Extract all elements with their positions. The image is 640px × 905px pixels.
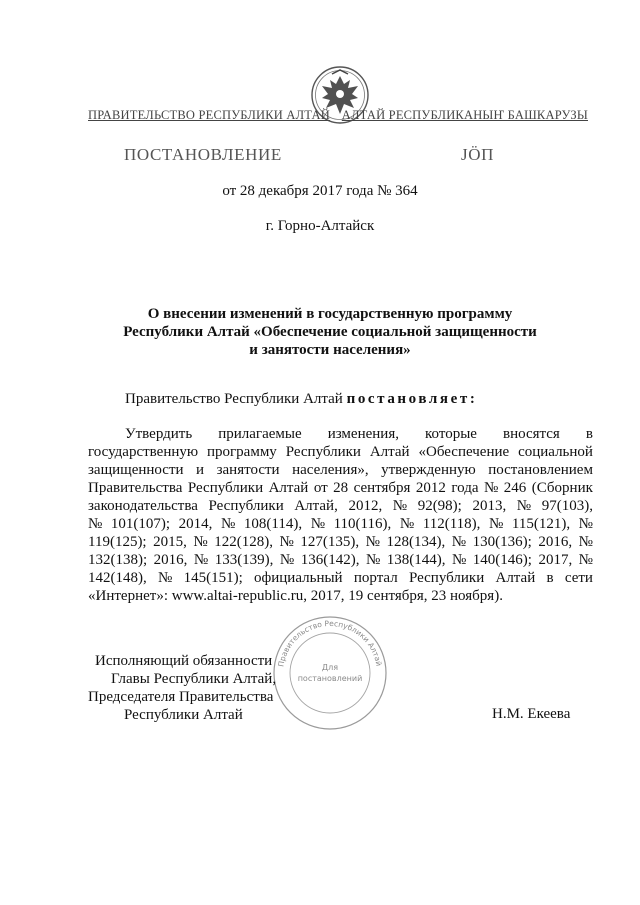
body-word: Алтай, (294, 498, 338, 514)
body-word: 136(142), (300, 552, 360, 568)
document-title (110, 305, 550, 359)
body-word: 119(125); (88, 534, 147, 550)
body-line (88, 533, 593, 551)
body-word: № (365, 552, 381, 568)
body-word: № (516, 498, 532, 514)
body-word: 2017, (538, 552, 573, 568)
body-word: 2016, (538, 534, 573, 550)
body-word: № (483, 480, 499, 496)
body-word: 115(121), (511, 516, 571, 532)
body-word: защищенности (88, 462, 184, 478)
preamble (125, 391, 477, 408)
document-date-number: от 28 декабря 2017 года № 364 (222, 183, 418, 199)
body-word: сентября (353, 480, 411, 496)
body-line (88, 497, 593, 515)
body-word: 127(135), (300, 534, 360, 550)
body-word: 97(103), (541, 498, 593, 514)
preamble-subject: Правительство Республики Алтай (125, 391, 343, 407)
body-word: 246 (503, 480, 527, 496)
body-word: № (310, 516, 326, 532)
title-line: Республики Алтай «Обеспечение социальной защищенности (123, 324, 537, 340)
body-word: Республики (408, 570, 485, 586)
document-city: г. Горно-Алтайск (265, 218, 375, 234)
body-word: которые (425, 426, 477, 442)
body-word: № (488, 516, 504, 532)
body-word: 2016, (153, 552, 188, 568)
title-line: и занятости населения» (249, 342, 411, 358)
body-word: 145(151); (183, 570, 243, 586)
body-line (88, 479, 593, 497)
body-word: № (451, 534, 467, 550)
doc-type-alt: JÖП (461, 145, 494, 164)
body-line (88, 461, 593, 479)
body-word: года (451, 480, 479, 496)
body-word: 128(134), (386, 534, 446, 550)
body-word: сети (564, 570, 593, 586)
body-word: постановлением (488, 462, 593, 478)
body-word: № (279, 552, 295, 568)
signature-block (88, 652, 288, 724)
body-word: № (88, 516, 103, 532)
body-word: 2012 (415, 480, 446, 496)
body-word: вносятся (502, 426, 560, 442)
body-word: № (193, 552, 209, 568)
body-word: 133(139), (214, 552, 274, 568)
body-word: 28 (333, 480, 349, 496)
signatory-title-line: Исполняющий обязанности (95, 653, 273, 669)
body-word: (Сборник (531, 480, 593, 496)
body-line (88, 551, 593, 569)
body-word: № (451, 552, 467, 568)
body-line (88, 425, 593, 443)
body-word: утвержденную (381, 462, 476, 478)
body-word: 112(118), (422, 516, 481, 532)
body-word: Республики (285, 444, 361, 460)
body-word: 138(144), (386, 552, 446, 568)
body-word: № (578, 534, 593, 550)
doc-type-ru: ПОСТАНОВЛЕНИЕ (124, 145, 282, 164)
body-word: от (313, 480, 328, 496)
body-word: Республики (187, 480, 264, 496)
signatory-name: Н.М. Екеева (492, 706, 571, 722)
body-word: Алтай (268, 480, 309, 496)
body-word: № (365, 534, 380, 550)
header-government-name-ru: ПРАВИТЕЛЬСТВО РЕСПУБЛИКИ АЛТАЙ (88, 108, 330, 122)
body-line (88, 569, 593, 587)
body-word: изменения, (327, 426, 399, 442)
body-word: прилагаемые (218, 426, 302, 442)
body-line (88, 515, 593, 533)
body-word: «Обеспечение (418, 444, 510, 460)
body-word: портал (353, 570, 398, 586)
body-word: 110(116), (333, 516, 392, 532)
svg-text:постановлений: постановлений (297, 674, 363, 683)
body-word: № (578, 516, 593, 532)
body-word: № (392, 498, 408, 514)
official-stamp (270, 613, 390, 733)
signatory-title-line: Главы Республики Алтай, (111, 671, 277, 687)
body-word: № (279, 534, 294, 550)
body-word: 101(107); (110, 516, 171, 532)
body-word: Утвердить (125, 426, 193, 442)
body-word: 2014, (178, 516, 213, 532)
body-word: 142(148), (88, 570, 147, 586)
body-word: Алтай (369, 444, 410, 460)
body-word: «Интернет»: www.altai-republic.ru, 2017, 19 сентября, 23 ноября). (88, 588, 503, 604)
body-word: 132(138); (88, 552, 148, 568)
body-word: 92(98); (417, 498, 462, 514)
header-government-name-alt: АЛТАЙ РЕСПУБЛИКАНЫҤ БАШКАРУЗЫ (341, 108, 588, 122)
body-word: № (578, 552, 593, 568)
body-word: программу (206, 444, 277, 460)
preamble-verb: постановляет: (346, 391, 478, 407)
signatory-title-line: Республики Алтай (124, 707, 243, 723)
body-word: № (193, 534, 208, 550)
body-line (88, 443, 593, 461)
body-word: 140(146); (472, 552, 532, 568)
body-word: в (546, 570, 554, 586)
body-word: Алтай (495, 570, 536, 586)
header-line (88, 108, 588, 130)
body-word: 2013, (472, 498, 507, 514)
body-word: 2015, (153, 534, 187, 550)
body-word: занятости (216, 462, 280, 478)
body-word: законодательства (88, 498, 198, 514)
body-word: Правительства (88, 480, 183, 496)
body-word: социальной (518, 444, 593, 460)
body-line (88, 587, 593, 605)
body-word: Республики (208, 498, 284, 514)
signatory-title-line: Председателя Правительства (88, 689, 274, 705)
svg-text:Для: Для (321, 663, 339, 672)
body-word: в (585, 426, 593, 442)
body-word: № (221, 516, 236, 532)
body-word: государственную (88, 444, 199, 460)
svg-text:Правительство Республики Алтай: Правительство Республики Алтай (276, 618, 384, 668)
body-word: 122(128), (214, 534, 274, 550)
body-word: официальный (254, 570, 343, 586)
body-word: 130(136); (472, 534, 532, 550)
body-word: 108(114), (243, 516, 303, 532)
body-word: № (158, 570, 173, 586)
body-word: населения», (292, 462, 369, 478)
title-line: О внесении изменений в государственную программу (147, 306, 513, 322)
body-word: 2012, (348, 498, 383, 514)
resolution-body (88, 425, 593, 605)
body-word: и (196, 462, 205, 478)
body-word: № (399, 516, 415, 532)
